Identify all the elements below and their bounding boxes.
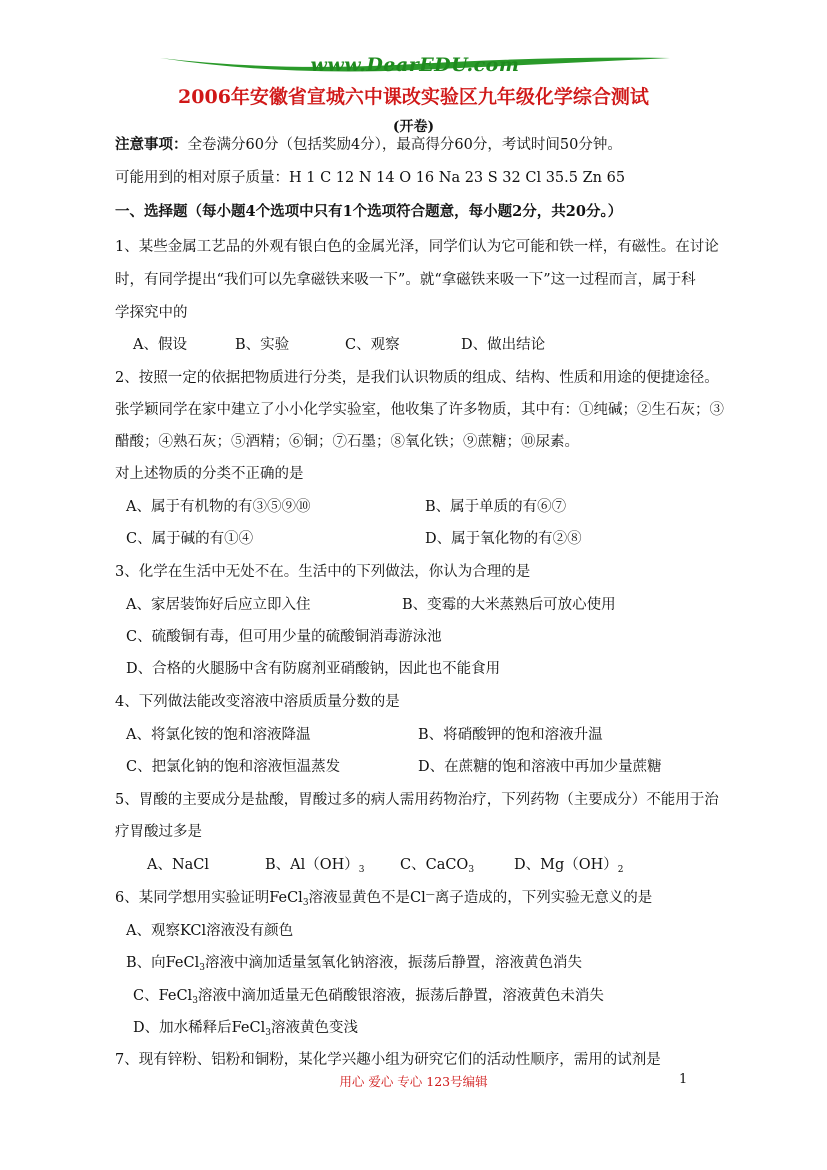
q6-option-c-text: C、FeCl: [133, 988, 193, 1004]
notes-text: 全卷满分60分（包括奖励4分），最高得分60分，考试时间50分钟。: [187, 137, 622, 153]
page-title: 2006年安徽省宣城六中课改实验区九年级化学综合测试: [178, 86, 649, 108]
q3-option-b: B、变霉的大米蒸熟后可放心使用: [402, 597, 616, 613]
q4-option-d: D、在蔗糖的饱和溶液中再加少量蔗糖: [418, 759, 662, 775]
q6-line-1: [115, 889, 652, 907]
q3-option-c: C、硫酸铜有毒，但可用少量的硫酸铜消毒游泳池: [126, 629, 442, 645]
q6-option-b: [126, 954, 582, 972]
q5-option-b: [265, 856, 365, 874]
q2-option-a: A、属于有机物的有③⑤⑨⑩: [126, 499, 311, 515]
q6-option-c-rest: 溶液中滴加适量无色硝酸银溶液，振荡后静置，溶液黄色未消失: [197, 988, 604, 1004]
subscript: 3: [265, 1028, 271, 1038]
q2-line-3: 醋酸；④熟石灰；⑤酒精；⑥铜；⑦石墨；⑧氧化铁；⑨蔗糖；⑩尿素。: [115, 434, 579, 450]
q6-option-a: A、观察KCl溶液没有颜色: [126, 923, 294, 939]
q1-line-3: 学探究中的: [115, 305, 188, 321]
q6-text-a: 6、某同学想用实验证明FeCl: [115, 890, 303, 906]
q5-option-a: A、NaCl: [147, 857, 210, 873]
subscript: 3: [468, 865, 475, 875]
q5-option-b-text: B、Al（OH）: [265, 857, 359, 873]
q1-line-2: 时，有同学提出“我们可以先拿磁铁来吸一下”。就“拿磁铁来吸一下”这一过程而言，属于科: [115, 272, 696, 288]
q7-line-1: 7、现有锌粉、铝粉和铜粉，某化学兴趣小组为研究它们的活动性顺序，需用的试剂是: [115, 1052, 661, 1068]
site-banner: [160, 50, 670, 80]
q6-option-c: [133, 987, 604, 1005]
notes-line: [115, 136, 622, 154]
site-url[interactable]: www.DearEDU.com: [310, 54, 520, 76]
q6-option-d-rest: 溶液黄色变浅: [270, 1020, 358, 1036]
q6-option-b-rest: 溶液中滴加适量氢氧化钠溶液，振荡后静置，溶液黄色消失: [204, 955, 582, 971]
q2-option-d: D、属于氧化物的有②⑧: [425, 531, 582, 547]
q5-line-2: 疗胃酸过多是: [115, 824, 202, 840]
superscript: —: [425, 890, 435, 900]
q2-option-c: C、属于碱的有①④: [126, 531, 254, 547]
q1-option-d: D、做出结论: [461, 337, 546, 353]
q2-line-4: 对上述物质的分类不正确的是: [115, 466, 304, 482]
q2-line-1: 2、按照一定的依据把物质进行分类，是我们认识物质的组成、结构、性质和用途的便捷途径。: [115, 370, 719, 386]
q5-option-d: [514, 856, 624, 874]
subscript: 3: [302, 898, 309, 908]
subscript: 2: [617, 865, 624, 875]
subscript: 3: [199, 963, 205, 973]
q5-option-c-text: C、CaCO: [400, 857, 469, 873]
q5-option-d-text: D、Mg（OH）: [514, 857, 618, 873]
q6-text-b: 溶液显黄色不是Cl: [308, 890, 426, 906]
subscript: 3: [192, 996, 198, 1006]
notes-label: 注意事项：: [115, 136, 188, 153]
q6-option-d: [133, 1019, 358, 1037]
q5-line-1: 5、胃酸的主要成分是盐酸，胃酸过多的病人需用药物治疗，下列药物（主要成分）不能用于治: [115, 792, 719, 808]
q1-option-a: A、假设: [133, 337, 187, 353]
q1-option-b: B、实验: [235, 337, 290, 353]
atomic-mass-line: 可能用到的相对原子质量：H 1 C 12 N 14 O 16 Na 23 S 32 Cl 35.5 Zn 65: [115, 170, 626, 186]
page-subtitle: (开卷): [392, 119, 435, 135]
q2-line-2: 张学颖同学在家中建立了小小化学实验室，他收集了许多物质，其中有：①纯碱；②生石灰；③: [115, 402, 724, 418]
q1-option-c: C、观察: [345, 337, 400, 353]
q3-line-1: 3、化学在生活中无处不在。生活中的下列做法，你认为合理的是: [115, 564, 531, 580]
q4-option-b: B、将硝酸钾的饱和溶液升温: [418, 727, 603, 743]
page-footer: 用心 爱心 专心 123号编辑: [339, 1074, 488, 1089]
q3-option-d: D、合格的火腿肠中含有防腐剂亚硝酸钠，因此也不能食用: [126, 661, 501, 677]
q4-option-c: C、把氯化钠的饱和溶液恒温蒸发: [126, 759, 341, 775]
q6-option-b-text: B、向FeCl: [126, 955, 200, 971]
page-number: 1: [679, 1072, 688, 1087]
q6-text-c: 离子造成的，下列实验无意义的是: [434, 890, 653, 906]
q4-option-a: A、将氯化铵的饱和溶液降温: [126, 727, 311, 743]
subscript: 3: [358, 865, 365, 875]
q6-option-d-text: D、加水稀释后FeCl: [133, 1020, 266, 1036]
q1-line-1: 1、某些金属工艺品的外观有银白色的金属光泽，同学们认为它可能和铁一样，有磁性。在讨论: [115, 239, 719, 255]
q4-line-1: 4、下列做法能改变溶液中溶质质量分数的是: [115, 694, 400, 710]
q2-option-b: B、属于单质的有⑥⑦: [425, 499, 567, 515]
q5-option-c: [400, 856, 474, 874]
q3-option-a: A、家居装饰好后应立即入住: [126, 597, 311, 613]
section-heading: 一、选择题（每小题4个选项中只有1个选项符合题意，每小题2分，共20分。）: [115, 203, 623, 220]
